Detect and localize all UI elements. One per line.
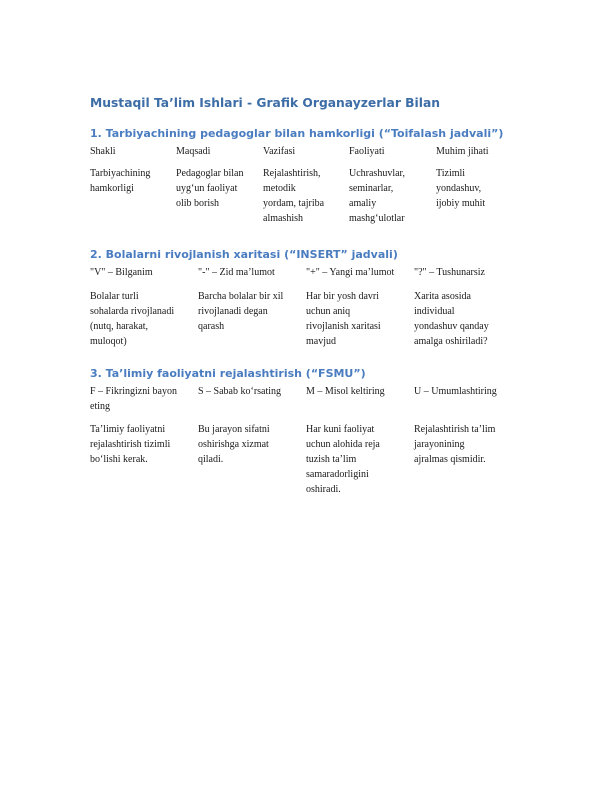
section-3-heading: 3. Ta’limiy faoliyatni rejalashtirish (“FSMU”) (90, 367, 366, 380)
section-2-header-cell: "V" – Bilganim (90, 267, 153, 278)
section-2-table-cell: Har bir yosh davri uchun aniq rivojlanish xaritasi mavjud (306, 291, 381, 347)
section-1-header-cell: Shakli (90, 146, 116, 157)
section-1-heading: 1. Tarbiyachining pedagoglar bilan hamkorligi (“Toifalash jadvali”) (90, 127, 504, 140)
section-2-table-cell: Bolalar turli sohalarda rivojlanadi (nutq, harakat, muloqot) (90, 291, 175, 347)
section-3-table-cell: Bu jarayon sifatni oshirishga xizmat qiladi. (198, 424, 270, 465)
section-1-table-cell: Rejalashtirish, metodik yordam, tajriba almashish (263, 168, 325, 224)
section-2-table-cell: Xarita asosida individual yondashuv qanday amalga oshiriladi? (414, 291, 489, 347)
section-1-header-cell: Muhim jihati (436, 146, 489, 157)
section-3-table-cell: Har kuni faoliyat uchun alohida reja tuzish ta’lim samaradorligini oshiradi. (306, 424, 380, 495)
section-2-table-cell: Barcha bolalar bir xil rivojlanadi degan qarash (198, 291, 284, 332)
section-2-header-cell: "+" – Yangi ma’lumot (306, 267, 395, 278)
section-2-header-cell: "-" – Zid ma’lumot (198, 267, 275, 278)
section-3-header-cell: F – Fikringizni bayon eting (90, 386, 177, 412)
section-2-heading: 2. Bolalarni rivojlanish xaritasi (“INSERT” jadvali) (90, 248, 398, 261)
section-2-header-cell: "?" – Tushunarsiz (414, 267, 485, 278)
section-1-table-cell: Pedagoglar bilan uyg‘un faoliyat olib borish (176, 168, 244, 209)
section-1-header-cell: Faoliyati (349, 146, 385, 157)
section-1-table-cell: Uchrashuvlar, seminarlar, amaliy mashg‘ulotlar (349, 168, 405, 224)
section-1-table-cell: Tizimli yondashuv, ijobiy muhit (436, 168, 486, 209)
section-3-header-cell: S – Sabab ko‘rsating (198, 386, 282, 397)
section-1-header-cell: Vazifasi (263, 146, 296, 157)
section-1-table-cell: Tarbiyachining hamkorligi (90, 168, 151, 194)
section-3-table-cell: Rejalashtirish ta’lim jarayonining ajralmas qismidir. (414, 424, 496, 465)
document-title: Mustaqil Ta’lim Ishlari - Grafik Organayzerlar Bilan (90, 96, 441, 110)
section-3-header-cell: M – Misol keltiring (306, 386, 385, 397)
section-3-header-cell: U – Umumlashtiring (414, 386, 497, 397)
section-3-table-cell: Ta’limiy faoliyatni rejalashtirish tizimli bo‘lishi kerak. (90, 424, 171, 465)
section-1-header-cell: Maqsadi (176, 146, 211, 157)
